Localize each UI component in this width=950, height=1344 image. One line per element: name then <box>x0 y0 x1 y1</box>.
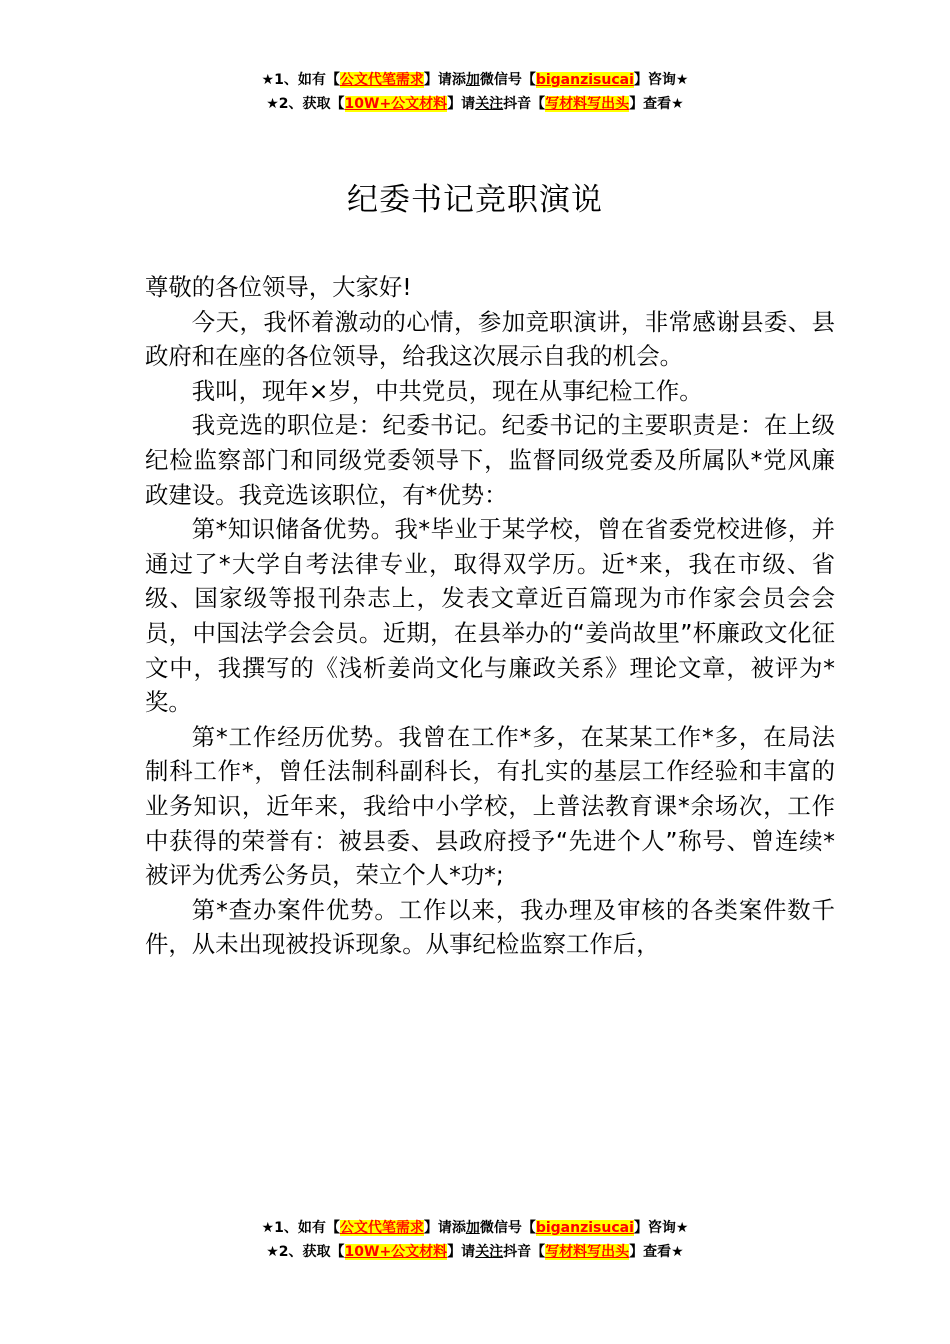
banner-line-2 <box>0 1240 950 1264</box>
paragraph: 我竞选的职位是：纪委书记。纪委书记的主要职责是：在上级纪检监察部门和同级党委领导下，监督同级党委及所属队*党风廉政建设。我竞选该职位，有*优势： <box>145 411 835 509</box>
paragraph: 我叫，现年×岁，中共党员，现在从事纪检工作。 <box>191 376 703 405</box>
salutation: 尊敬的各位领导，大家好! <box>145 273 412 301</box>
paragraph: 第*知识储备优势。我*毕业于某学校，曾在省委党校进修，并通过了*大学自考法律专业，取得双学历。近*来，我在市级、省级、国家级等报刊杂志上，发表文章近百篇现为市作家会员会会员，中国法学会会员。近期，在县举办的“姜尚故里”杯廉政文化征文中，我撰写的《浅析姜尚文化与廉政关系》理论文章，被评为*奖。 <box>145 515 835 717</box>
banner-highlight: 写材料写出头 <box>545 1244 630 1260</box>
banner-highlight: 公文代笔需求 <box>339 1220 424 1236</box>
banner-text: ★2、获取【 <box>266 1244 345 1260</box>
banner-text: 抖音【 <box>503 1244 546 1260</box>
banner-text: 】请 <box>447 96 476 112</box>
banner-highlight: biganzisucai <box>535 1220 634 1236</box>
banner-link[interactable]: 关注 <box>475 1244 504 1260</box>
document-title: 纪委书记竞职演说 <box>347 182 603 218</box>
banner-text: 】请添 <box>423 1220 466 1236</box>
banner-line-2 <box>0 92 950 116</box>
banner-highlight: 10W+公文材料 <box>344 96 448 112</box>
banner-line-1 <box>0 1216 950 1240</box>
banner-text: 】咨询★ <box>633 1220 689 1236</box>
paragraph: 第*工作经历优势。我曾在工作*多，在某某工作*多，在局法制科工作*，曾任法制科副科长，有扎实的基层工作经验和丰富的业务知识，近年来，我给中小学校，上普法教育课*余场次，工作中获得的荣誉有：被县委、县政府授予“先进个人”称号、曾连续*被评为优秀公务员，荣立个人*功*; <box>145 722 835 890</box>
paragraph: 今天，我怀着激动的心情，参加竞职演讲，非常感谢县委、县政府和在座的各位领导，给我这次展示自我的机会。 <box>145 307 835 371</box>
banner-text: 】咨询★ <box>633 72 689 88</box>
banner-link[interactable]: 关注 <box>475 96 504 112</box>
banner-text: ★1、如有【 <box>261 1220 340 1236</box>
banner-text: 】请添 <box>423 72 466 88</box>
banner-text: 】查看★ <box>629 1244 684 1260</box>
banner-text: ★1、如有【 <box>261 72 340 88</box>
banner-link[interactable]: 加 <box>465 72 480 88</box>
banner-highlight: biganzisucai <box>535 72 634 88</box>
banner-text: 微信号【 <box>479 72 536 88</box>
banner-link[interactable]: 加 <box>465 1220 480 1236</box>
footer-banner <box>0 1216 950 1264</box>
banner-text: 微信号【 <box>479 1220 536 1236</box>
banner-highlight: 公文代笔需求 <box>339 72 424 88</box>
banner-text: 】查看★ <box>629 96 684 112</box>
paragraph: 第*查办案件优势。工作以来，我办理及审核的各类案件数千件，从未出现被投诉现象。从事纪检监察工作后， <box>145 895 835 959</box>
banner-text: ★2、获取【 <box>266 96 345 112</box>
banner-text: 】请 <box>447 1244 476 1260</box>
banner-text: 抖音【 <box>503 96 546 112</box>
banner-highlight: 10W+公文材料 <box>344 1244 448 1260</box>
banner-line-1 <box>0 68 950 92</box>
banner-highlight: 写材料写出头 <box>545 96 630 112</box>
document-body <box>145 270 835 962</box>
header-banner <box>0 68 950 116</box>
